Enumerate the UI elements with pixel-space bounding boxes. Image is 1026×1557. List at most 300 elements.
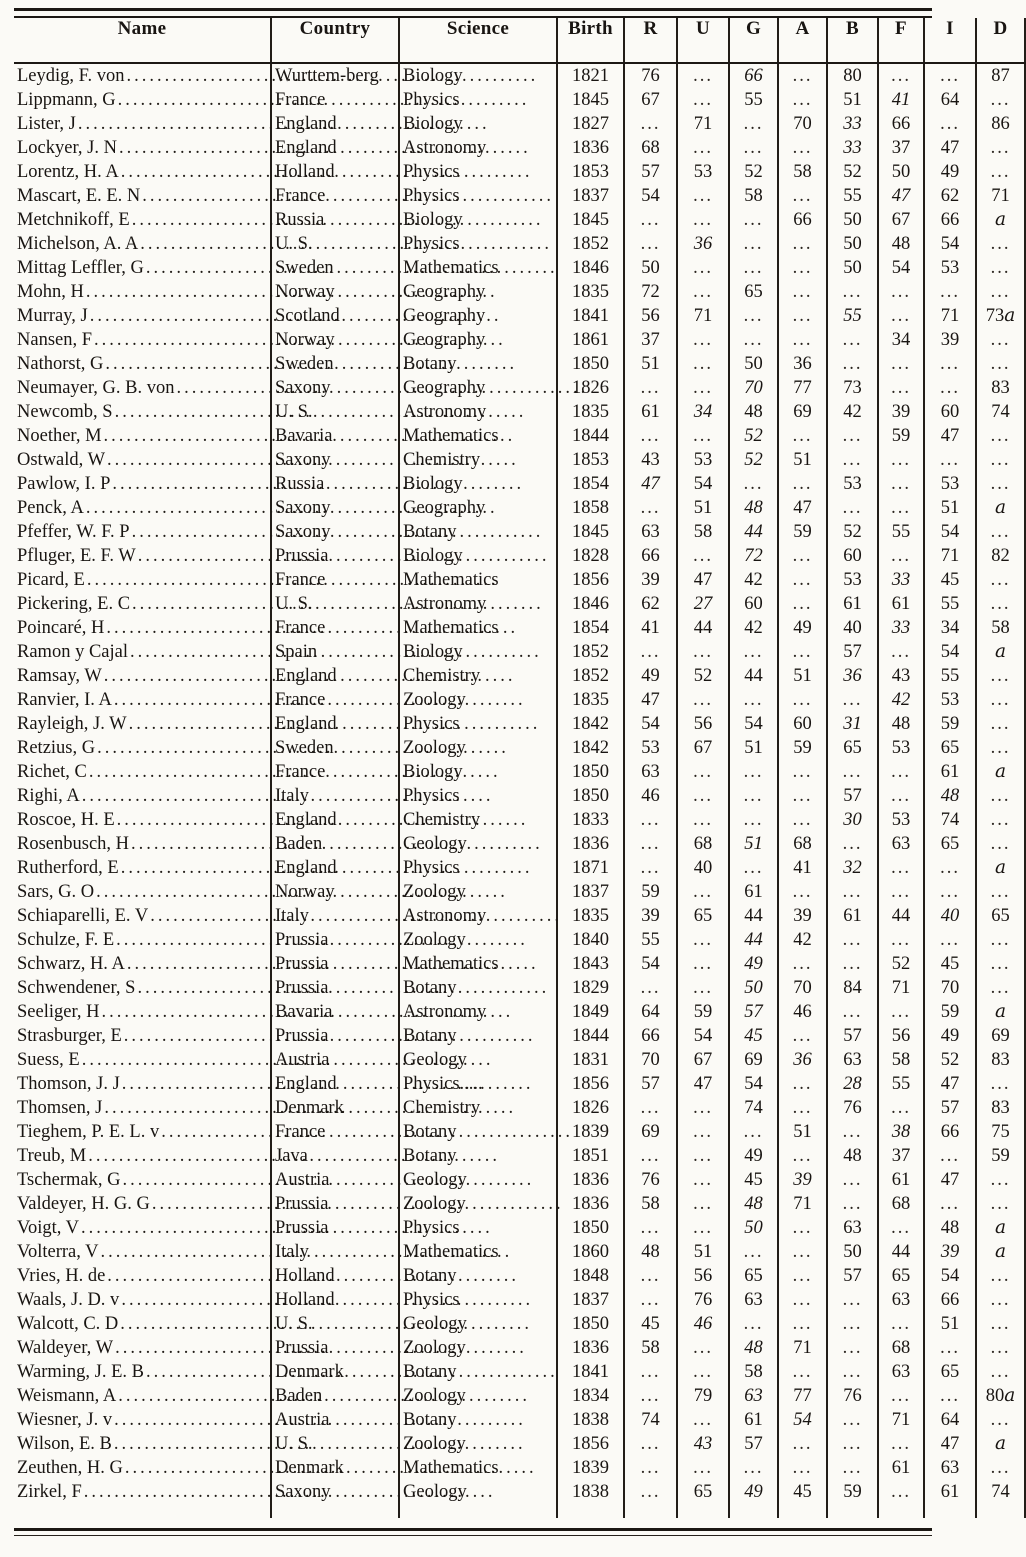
name-cell — [14, 1480, 271, 1504]
rating-cell: 57 — [827, 1264, 878, 1288]
science-cell: Geography — [399, 496, 557, 520]
rating-cell: 60 — [729, 592, 778, 616]
rating-cell: ... — [924, 112, 976, 136]
rating-cell: ... — [827, 688, 878, 712]
table-row — [14, 1048, 1025, 1072]
rating-cell: ... — [677, 808, 729, 832]
rating-cell: 61 — [924, 760, 976, 784]
rating-cell: 76 — [624, 1168, 677, 1192]
name-cell — [14, 1312, 271, 1336]
rating-cell: ... — [976, 448, 1025, 472]
rating-cell: 45 — [924, 952, 976, 976]
rating-cell: 71 — [878, 1408, 924, 1432]
rating-cell: ... — [778, 1312, 827, 1336]
rating-cell: ... — [677, 1456, 729, 1480]
rating-cell: 68 — [778, 832, 827, 856]
rating-cell: 52 — [827, 520, 878, 544]
birth-year-cell: 1841 — [557, 1360, 624, 1384]
rating-cell: 36 — [778, 352, 827, 376]
rating-cell: ... — [677, 880, 729, 904]
rating-cell: 39 — [624, 568, 677, 592]
rating-cell: 50 — [878, 160, 924, 184]
science-cell: Physics — [399, 784, 557, 808]
birth-year-cell: 1846 — [557, 592, 624, 616]
name-cell — [14, 256, 271, 280]
rating-cell: 51 — [924, 1312, 976, 1336]
rating-cell: 80a — [976, 1384, 1025, 1408]
rating-cell: ... — [677, 1360, 729, 1384]
rating-cell: 63 — [729, 1288, 778, 1312]
country-cell: England — [271, 112, 399, 136]
rating-cell: 61 — [878, 1456, 924, 1480]
dot-leader — [131, 832, 543, 856]
birth-year-cell: 1837 — [557, 880, 624, 904]
country-cell: Holland — [271, 1288, 399, 1312]
name-cell — [14, 712, 271, 736]
rating-cell: 71 — [924, 304, 976, 328]
dot-leader — [130, 640, 542, 664]
rating-cell: ... — [778, 304, 827, 328]
scientist-name: Seeliger, H — [17, 1002, 100, 1022]
rating-cell: 67 — [624, 88, 677, 112]
scientist-name: Retzius, G — [17, 738, 96, 758]
science-cell: Biology — [399, 112, 557, 136]
scientist-name: Wilson, E. B — [17, 1434, 112, 1454]
rating-cell: 44 — [729, 904, 778, 928]
rating-cell: 48 — [729, 400, 778, 424]
scientist-name: Picard, E — [17, 570, 85, 590]
rating-cell: 51 — [778, 1120, 827, 1144]
rating-cell: 42 — [729, 616, 778, 640]
rating-cell: ... — [976, 1264, 1025, 1288]
rating-cell: 56 — [624, 304, 677, 328]
column-header-birth: Birth — [557, 18, 624, 63]
rating-cell: ... — [976, 928, 1025, 952]
birth-year-cell: 1849 — [557, 1000, 624, 1024]
rating-cell: ... — [976, 712, 1025, 736]
rating-cell: ... — [827, 352, 878, 376]
rating-cell: 54 — [924, 520, 976, 544]
rating-cell: ... — [677, 424, 729, 448]
country-cell: France — [271, 616, 399, 640]
country-cell: Prussia — [271, 1192, 399, 1216]
birth-year-cell: 1826 — [557, 1096, 624, 1120]
rating-cell: 43 — [878, 664, 924, 688]
rating-cell: 61 — [729, 1408, 778, 1432]
rating-cell: ... — [878, 1216, 924, 1240]
science-cell: Mathematics — [399, 1456, 557, 1480]
name-cell — [14, 1192, 271, 1216]
science-cell: Chemistry — [399, 664, 557, 688]
name-cell — [14, 448, 271, 472]
rating-cell: ... — [729, 1120, 778, 1144]
rating-cell: 71 — [924, 544, 976, 568]
rating-cell: 52 — [729, 160, 778, 184]
science-cell: Geology — [399, 1048, 557, 1072]
table-row — [14, 592, 1025, 616]
scientist-name: Leydig, F. von — [17, 66, 125, 86]
science-cell: Chemistry — [399, 808, 557, 832]
rating-cell: 61 — [827, 904, 878, 928]
rating-cell: 42 — [729, 568, 778, 592]
table-row — [14, 712, 1025, 736]
country-cell: Denmark — [271, 1096, 399, 1120]
country-cell: England — [271, 664, 399, 688]
rating-cell: 67 — [878, 208, 924, 232]
rating-cell: a — [976, 856, 1025, 880]
scientist-name: Mittag Leffler, G — [17, 258, 144, 278]
rating-cell: 38 — [878, 1120, 924, 1144]
rating-cell: ... — [976, 328, 1025, 352]
name-cell — [14, 856, 271, 880]
rating-cell: ... — [878, 784, 924, 808]
rating-cell: 55 — [729, 88, 778, 112]
rating-cell: 69 — [778, 400, 827, 424]
rating-cell: 55 — [624, 928, 677, 952]
country-cell: Saxony — [271, 520, 399, 544]
rating-cell: 82 — [976, 544, 1025, 568]
rating-cell: ... — [624, 1216, 677, 1240]
rating-cell: 52 — [677, 664, 729, 688]
science-cell: Astronomy — [399, 904, 557, 928]
rating-cell: 48 — [878, 712, 924, 736]
rating-cell: 74 — [976, 400, 1025, 424]
rating-cell: 74 — [624, 1408, 677, 1432]
science-cell: Zoology — [399, 1384, 557, 1408]
table-row — [14, 112, 1025, 136]
rating-cell: ... — [827, 1408, 878, 1432]
table-row — [14, 976, 1025, 1000]
dot-leader — [142, 184, 554, 208]
rating-cell: ... — [624, 1096, 677, 1120]
rating-cell: 53 — [924, 688, 976, 712]
rating-cell: 43 — [624, 448, 677, 472]
rating-cell: 63 — [624, 760, 677, 784]
rating-cell: ... — [778, 952, 827, 976]
birth-year-cell: 1856 — [557, 568, 624, 592]
rating-cell: ... — [778, 1360, 827, 1384]
scientist-name: Tschermak, G — [17, 1170, 121, 1190]
rating-cell: 87 — [976, 63, 1025, 88]
table-row — [14, 664, 1025, 688]
country-cell: Denmark — [271, 1360, 399, 1384]
rating-cell: 45 — [924, 568, 976, 592]
rating-cell: 58 — [624, 1336, 677, 1360]
rating-cell: 61 — [827, 592, 878, 616]
table-row — [14, 784, 1025, 808]
rating-cell: 39 — [778, 904, 827, 928]
scientist-name: Waals, J. D. v — [17, 1290, 120, 1310]
rating-cell: ... — [729, 760, 778, 784]
rating-cell: ... — [924, 1336, 976, 1360]
rating-cell: ... — [677, 1120, 729, 1144]
dot-leader — [137, 976, 549, 1000]
rating-cell: 50 — [729, 352, 778, 376]
name-cell — [14, 904, 271, 928]
rating-cell: ... — [976, 1288, 1025, 1312]
rating-cell: ... — [924, 63, 976, 88]
rating-cell: ... — [677, 136, 729, 160]
rating-cell: 57 — [729, 1432, 778, 1456]
country-cell: U. S. — [271, 592, 399, 616]
rating-cell: ... — [624, 1432, 677, 1456]
column-header-b: B — [827, 18, 878, 63]
birth-year-cell: 1835 — [557, 400, 624, 424]
country-cell: Norway — [271, 880, 399, 904]
table-row — [14, 328, 1025, 352]
rating-cell: 57 — [827, 1024, 878, 1048]
rating-cell: 45 — [778, 1480, 827, 1504]
dot-leader — [152, 1192, 564, 1216]
scientist-name: Valdeyer, H. G. G — [17, 1194, 150, 1214]
rating-cell: a — [976, 1000, 1025, 1024]
table-row — [14, 1144, 1025, 1168]
science-cell: Botany — [399, 1264, 557, 1288]
birth-year-cell: 1833 — [557, 808, 624, 832]
rating-cell: 48 — [924, 784, 976, 808]
name-cell — [14, 1456, 271, 1480]
scientist-name: Newcomb, S — [17, 402, 113, 422]
name-cell — [14, 328, 271, 352]
rating-cell: ... — [624, 208, 677, 232]
name-cell — [14, 352, 271, 376]
rating-cell: 39 — [924, 1240, 976, 1264]
rating-cell: ... — [827, 1456, 878, 1480]
table-row — [14, 856, 1025, 880]
rating-cell: ... — [924, 856, 976, 880]
rating-cell: ... — [827, 1168, 878, 1192]
rating-cell: ... — [624, 1144, 677, 1168]
scientist-name: Thomsen, J — [17, 1098, 103, 1118]
birth-year-cell: 1853 — [557, 448, 624, 472]
science-cell: Mathematics — [399, 952, 557, 976]
birth-year-cell: 1856 — [557, 1072, 624, 1096]
rating-cell: ... — [976, 1360, 1025, 1384]
rating-cell: 65 — [924, 832, 976, 856]
rating-cell: ... — [976, 688, 1025, 712]
name-cell — [14, 1000, 271, 1024]
scientist-name: Schulze, F. E — [17, 930, 115, 950]
rating-cell: ... — [729, 856, 778, 880]
rating-cell: 47 — [624, 688, 677, 712]
rating-cell: ... — [878, 1312, 924, 1336]
rating-cell: ... — [924, 880, 976, 904]
scientist-name: Nansen, F — [17, 330, 93, 350]
table-row — [14, 928, 1025, 952]
science-cell: Botany — [399, 976, 557, 1000]
dot-leader — [120, 1312, 532, 1336]
rating-cell: ... — [827, 1312, 878, 1336]
name-cell — [14, 208, 271, 232]
rating-cell: ... — [778, 1024, 827, 1048]
birth-year-cell: 1850 — [557, 1216, 624, 1240]
table-row — [14, 352, 1025, 376]
rating-cell: ... — [878, 1480, 924, 1504]
science-cell: Physics — [399, 1288, 557, 1312]
rating-cell: 44 — [878, 904, 924, 928]
rating-cell: ... — [778, 88, 827, 112]
rating-cell: ... — [878, 880, 924, 904]
rating-cell: ... — [827, 1360, 878, 1384]
rating-cell: 54 — [924, 232, 976, 256]
rating-cell: ... — [624, 1384, 677, 1408]
rating-cell: 59 — [778, 520, 827, 544]
rating-cell: 47 — [624, 472, 677, 496]
country-cell: France — [271, 184, 399, 208]
scientist-name: Noether, M — [17, 426, 102, 446]
science-cell: Zoology — [399, 1336, 557, 1360]
name-cell — [14, 1168, 271, 1192]
table-row — [14, 616, 1025, 640]
rating-cell: 50 — [827, 1240, 878, 1264]
country-cell: Prussia — [271, 952, 399, 976]
rating-cell: ... — [976, 784, 1025, 808]
rating-cell: ... — [729, 784, 778, 808]
birth-year-cell: 1839 — [557, 1456, 624, 1480]
rating-cell: ... — [878, 1432, 924, 1456]
scientist-name: Schwendener, S — [17, 978, 136, 998]
rating-cell: 60 — [778, 712, 827, 736]
dot-leader — [132, 520, 544, 544]
dot-leader — [177, 376, 589, 400]
rating-cell: 59 — [976, 1144, 1025, 1168]
rating-cell: ... — [976, 976, 1025, 1000]
country-cell: U. S. — [271, 400, 399, 424]
table-row — [14, 640, 1025, 664]
rating-cell: ... — [976, 88, 1025, 112]
science-cell: Mathematics — [399, 256, 557, 280]
rating-cell: 59 — [624, 880, 677, 904]
science-cell: Biology — [399, 472, 557, 496]
rating-cell: ... — [976, 664, 1025, 688]
rating-cell: a — [976, 208, 1025, 232]
rating-cell: 77 — [778, 1384, 827, 1408]
rating-cell: 54 — [624, 952, 677, 976]
rating-cell: a — [976, 496, 1025, 520]
column-header-i: I — [924, 18, 976, 63]
rating-cell: 58 — [729, 184, 778, 208]
name-cell — [14, 112, 271, 136]
rating-cell: ... — [729, 640, 778, 664]
rating-cell: 58 — [624, 1192, 677, 1216]
rating-cell: 60 — [924, 400, 976, 424]
scientist-name: Ostwald, W — [17, 450, 106, 470]
birth-year-cell: 1850 — [557, 1312, 624, 1336]
rating-cell: 79 — [677, 1384, 729, 1408]
rating-cell: 76 — [827, 1096, 878, 1120]
science-cell: Physics — [399, 88, 557, 112]
rating-cell: ... — [729, 1456, 778, 1480]
rating-cell: ... — [677, 784, 729, 808]
rating-cell: ... — [976, 256, 1025, 280]
rating-cell: 46 — [778, 1000, 827, 1024]
rating-cell: 63 — [827, 1048, 878, 1072]
table-row — [14, 1168, 1025, 1192]
rating-cell: 59 — [924, 712, 976, 736]
rating-cell: ... — [878, 640, 924, 664]
name-cell — [14, 784, 271, 808]
rating-cell: ... — [778, 1096, 827, 1120]
name-cell — [14, 184, 271, 208]
country-cell: Saxony — [271, 1480, 399, 1504]
rating-cell: 54 — [924, 1264, 976, 1288]
science-cell: Biology — [399, 544, 557, 568]
country-cell: U. S. — [271, 232, 399, 256]
rating-cell: 31 — [827, 712, 878, 736]
rating-cell: 84 — [827, 976, 878, 1000]
rating-cell: ... — [778, 472, 827, 496]
rating-cell: ... — [729, 232, 778, 256]
rating-cell: 55 — [924, 592, 976, 616]
rating-cell: 66 — [878, 112, 924, 136]
science-cell: Mathematics — [399, 424, 557, 448]
country-cell: Russia — [271, 208, 399, 232]
scientist-name: Walcott, C. D — [17, 1314, 119, 1334]
name-cell — [14, 760, 271, 784]
name-cell — [14, 976, 271, 1000]
birth-year-cell: 1852 — [557, 640, 624, 664]
rating-cell: 71 — [677, 112, 729, 136]
rating-cell: ... — [624, 496, 677, 520]
column-header-u: U — [677, 18, 729, 63]
scientist-name: Mascart, E. E. N — [17, 186, 141, 206]
rating-cell: ... — [878, 352, 924, 376]
rating-cell: 43 — [677, 1432, 729, 1456]
science-cell: Chemistry — [399, 448, 557, 472]
table-body — [14, 63, 1025, 1518]
table-row — [14, 1456, 1025, 1480]
rating-cell: ... — [827, 928, 878, 952]
rating-cell: 70 — [778, 976, 827, 1000]
rating-cell: 53 — [878, 736, 924, 760]
country-cell: Saxony — [271, 448, 399, 472]
science-cell: Geography — [399, 304, 557, 328]
rating-cell: 71 — [976, 184, 1025, 208]
table-row — [14, 808, 1025, 832]
rating-cell: 48 — [729, 496, 778, 520]
rating-cell: 44 — [729, 520, 778, 544]
country-cell: Prussia — [271, 976, 399, 1000]
rating-cell: 39 — [878, 400, 924, 424]
rating-cell: 55 — [878, 520, 924, 544]
name-cell — [14, 592, 271, 616]
rating-cell: ... — [878, 928, 924, 952]
table-row — [14, 1336, 1025, 1360]
rating-cell: 66 — [624, 544, 677, 568]
rating-cell: 56 — [677, 712, 729, 736]
scientist-name: Poincaré, H — [17, 618, 105, 638]
table-row — [14, 280, 1025, 304]
rating-cell: 45 — [729, 1024, 778, 1048]
rating-cell: ... — [778, 760, 827, 784]
scientist-name: Lippmann, G — [17, 90, 116, 110]
science-cell: Astronomy — [399, 136, 557, 160]
rating-cell: 47 — [924, 1072, 976, 1096]
table-row — [14, 184, 1025, 208]
rating-cell: ... — [624, 1456, 677, 1480]
rating-cell: ... — [677, 280, 729, 304]
rating-cell: 61 — [624, 400, 677, 424]
rating-cell: ... — [677, 928, 729, 952]
rating-cell: 83 — [976, 1096, 1025, 1120]
rating-cell: 65 — [878, 1264, 924, 1288]
rating-cell: ... — [976, 136, 1025, 160]
rating-cell: ... — [778, 184, 827, 208]
rating-cell: ... — [624, 976, 677, 1000]
birth-year-cell: 1850 — [557, 352, 624, 376]
rating-cell: 54 — [624, 184, 677, 208]
science-cell: Physics — [399, 184, 557, 208]
